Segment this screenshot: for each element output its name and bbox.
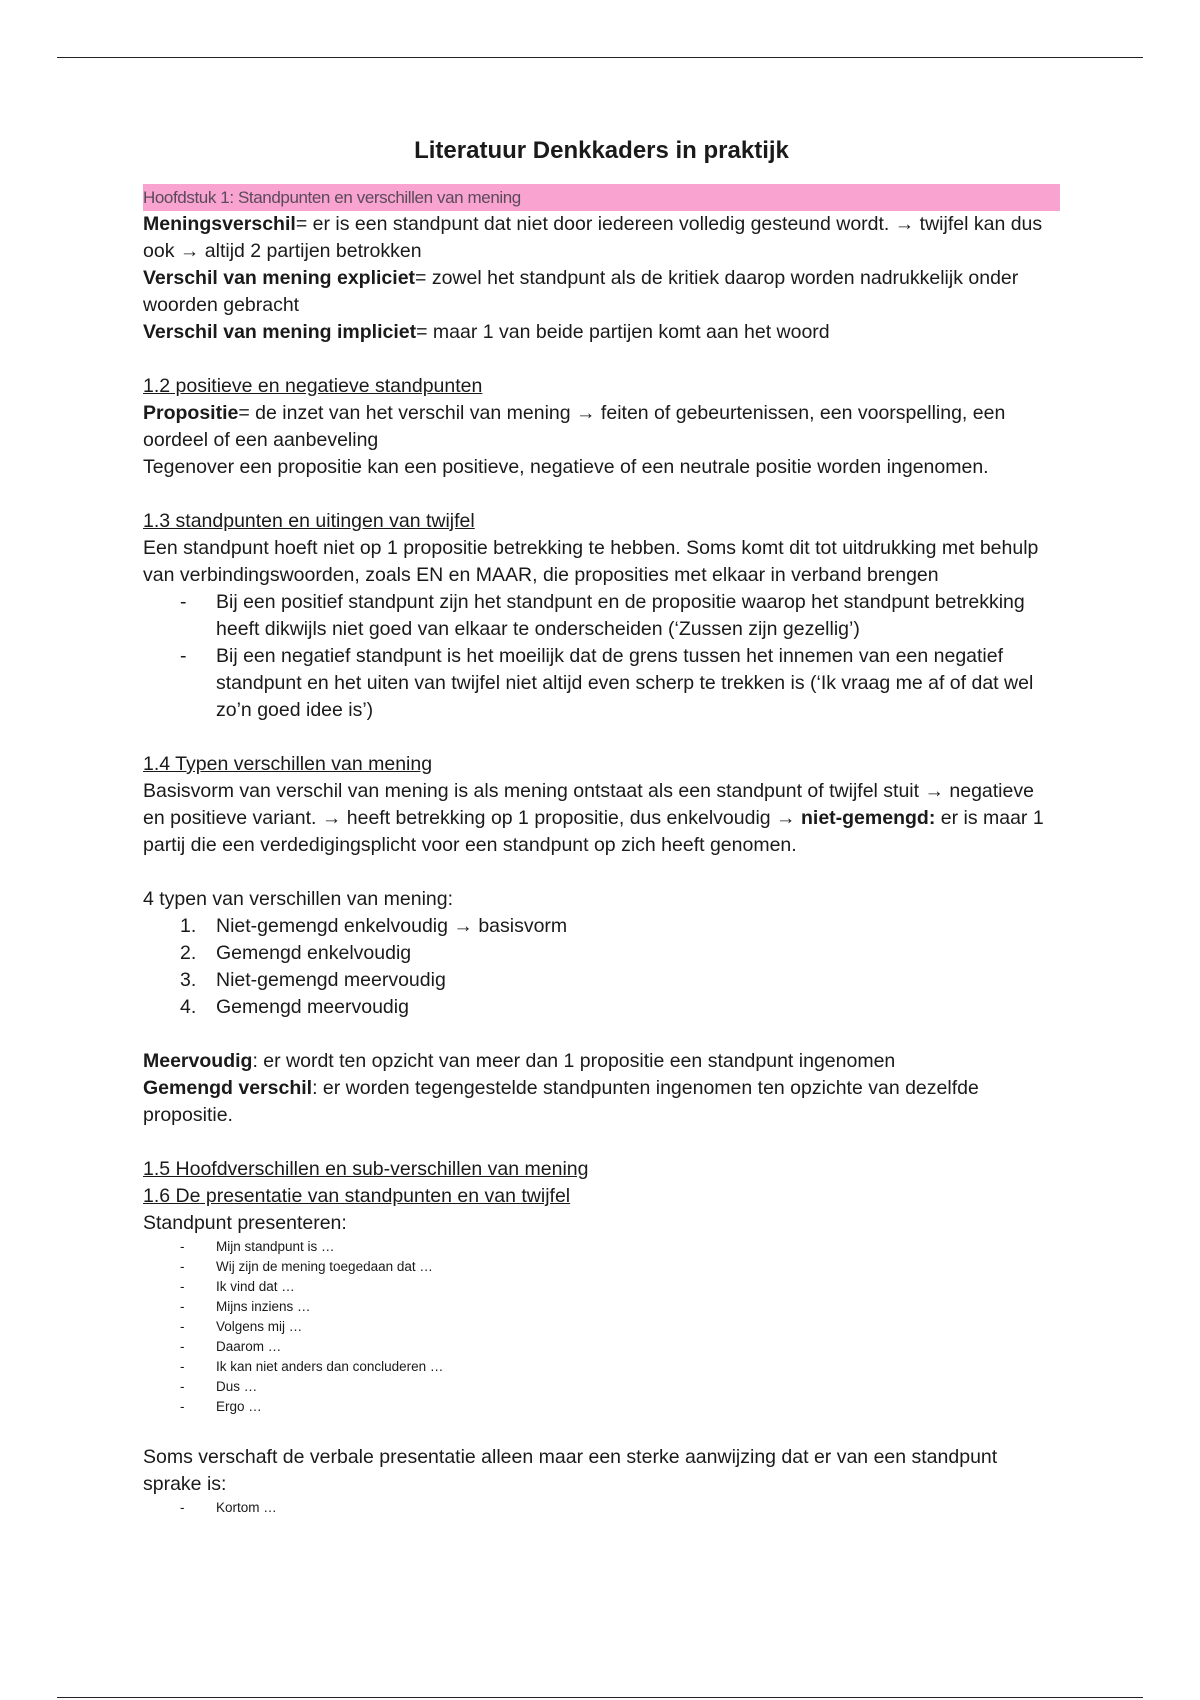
definition-meervoudig — [143, 1048, 1060, 1075]
phrase-list — [143, 1237, 1060, 1417]
list-item — [143, 1257, 1060, 1277]
term: Verschil van mening impliciet — [143, 321, 417, 343]
section-heading-1-5: 1.5 Hoofdverschillen en sub-verschillen van mening — [143, 1158, 589, 1180]
bold-run: niet-gemengd: — [800, 807, 936, 829]
list-item-text: Gemengd meervoudig — [216, 996, 409, 1018]
list-item — [143, 1297, 1060, 1317]
dash-bullet: - — [180, 1500, 185, 1515]
list-item-text: Ik kan niet anders dan concluderen … — [216, 1359, 444, 1374]
list-item — [143, 1357, 1060, 1377]
definition-text: = de inzet van het verschil van mening → feiten of gebeurtenissen, een voorspelling, een oordeel of een aanbeveling — [143, 402, 1006, 451]
list-item — [143, 994, 1060, 1021]
list-item — [143, 1337, 1060, 1357]
dash-bullet: - — [180, 1359, 185, 1374]
numbered-list — [143, 913, 1060, 1021]
list-item-text: Niet-gemengd meervoudig — [216, 969, 446, 991]
definition-gemengd — [143, 1075, 1060, 1129]
list-number: 4. — [180, 996, 197, 1018]
list-item-text: Volgens mij … — [216, 1319, 303, 1334]
chapter-heading-highlight: Hoofdstuk 1: Standpunten en verschillen van mening — [143, 184, 1060, 211]
section-heading-1-6: 1.6 De presentatie van standpunten en van twijfel — [143, 1185, 571, 1207]
dash-bullet: - — [180, 1399, 185, 1414]
dash-bullet: - — [180, 645, 187, 667]
term: Gemengd verschil — [143, 1077, 313, 1099]
definition-expliciet — [143, 265, 1060, 319]
list-item-text: Dus … — [216, 1379, 258, 1394]
document-page — [143, 135, 1060, 1518]
dash-bullet: - — [180, 591, 187, 613]
list-item — [143, 940, 1060, 967]
term: Meervoudig — [143, 1050, 253, 1072]
page-title: Literatuur Denkkaders in praktijk — [414, 137, 789, 164]
definition-impliciet — [143, 319, 1060, 346]
phrase-list-2 — [143, 1498, 1060, 1518]
list-item — [143, 589, 1060, 643]
text-run: er is maar 1 partij die een verdedigingsplicht voor een standpunt op zich heeft genomen. — [143, 807, 1044, 856]
list-item-text: Ergo … — [216, 1399, 262, 1414]
paragraph: Tegenover een propositie kan een positieve, negatieve of een neutrale positie worden ingenomen. — [143, 456, 989, 478]
list-item — [143, 967, 1060, 994]
term: Propositie — [143, 402, 239, 424]
list-item-text: Ik vind dat … — [216, 1279, 295, 1294]
section-heading-1-2: 1.2 positieve en negatieve standpunten — [143, 375, 483, 397]
definition-text: = maar 1 van beide partijen komt aan het woord — [416, 321, 830, 343]
list-item-text: Gemengd enkelvoudig — [216, 942, 412, 964]
list-item — [143, 1237, 1060, 1257]
list-number: 2. — [180, 942, 197, 964]
list-item-text: Kortom … — [216, 1500, 277, 1515]
list-item-text: Mijns inziens … — [216, 1299, 311, 1314]
definition-text: = er is een standpunt dat niet door iedereen volledig gesteund wordt. → twijfel kan dus ook → altijd 2 partijen betrokken — [143, 213, 1043, 262]
list-item — [143, 643, 1060, 724]
dash-bullet: - — [180, 1379, 185, 1394]
list-item — [143, 1277, 1060, 1297]
list-item-text: Wij zijn de mening toegedaan dat … — [216, 1259, 433, 1274]
section-heading-1-3: 1.3 standpunten en uitingen van twijfel — [143, 510, 475, 532]
list-item — [143, 1498, 1060, 1518]
list-item-text: Bij een positief standpunt zijn het standpunt en de propositie waarop het standpunt betrekking heeft dikwijls niet goed van elkaar te onderscheiden (‘Zussen zijn gezellig’) — [216, 591, 1025, 640]
list-number: 3. — [180, 969, 197, 991]
dash-bullet: - — [180, 1319, 185, 1334]
definition-text: = zowel het standpunt als de kritiek daarop worden nadrukkelijk onder woorden gebracht — [143, 267, 1019, 316]
footer-rule — [57, 1697, 1143, 1698]
list-number: 1. — [180, 915, 197, 937]
paragraph — [143, 778, 1060, 859]
header-rule — [57, 57, 1143, 58]
definition-text: : er wordt ten opzicht van meer dan 1 propositie een standpunt ingenomen — [252, 1050, 896, 1072]
term: Verschil van mening expliciet — [143, 267, 416, 289]
dash-bullet: - — [180, 1279, 185, 1294]
paragraph: Een standpunt hoeft niet op 1 propositie betrekking te hebben. Soms komt dit tot uitdrukking met behulp van verbindingswoorden, zoals EN en MAAR, die proposities met elkaar in verband brengen — [143, 537, 1039, 586]
list-item-text: Mijn standpunt is … — [216, 1239, 335, 1254]
dash-bullet: - — [180, 1339, 185, 1354]
list-item — [143, 913, 1060, 940]
term: Meningsverschil — [143, 213, 296, 235]
definition-text: : er worden tegengestelde standpunten ingenomen ten opzichte van dezelfde propositie. — [143, 1077, 979, 1126]
list-item — [143, 1377, 1060, 1397]
section-heading-1-4: 1.4 Typen verschillen van mening — [143, 753, 433, 775]
definition-propositie — [143, 400, 1060, 454]
list-item — [143, 1397, 1060, 1417]
text-run: Basisvorm van verschil van mening is als mening ontstaat als een standpunt of twijfel stuit → negatieve en positieve variant. → heeft betrekking op 1 propositie, dus enkelvoudig → — [143, 780, 1034, 829]
dash-bullet: - — [180, 1259, 185, 1274]
dash-bullet: - — [180, 1299, 185, 1314]
list-item — [143, 1317, 1060, 1337]
list-item-text: Bij een negatief standpunt is het moeilijk dat de grens tussen het innemen van een negatief standpunt en het uiten van twijfel niet altijd even scherp te trekken is (‘Ik vraag me af of dat wel zo’n goed idee is’) — [216, 645, 1034, 721]
list-item-text: Daarom … — [216, 1339, 282, 1354]
definition-meningsverschil — [143, 211, 1060, 265]
list-intro: Standpunt presenteren: — [143, 1212, 347, 1234]
list-item-text: Niet-gemengd enkelvoudig → basisvorm — [216, 915, 568, 937]
dash-bullet: - — [180, 1239, 185, 1254]
bullet-list — [143, 589, 1060, 724]
list-intro: 4 typen van verschillen van mening: — [143, 888, 454, 910]
paragraph: Soms verschaft de verbale presentatie alleen maar een sterke aanwijzing dat er van een standpunt sprake is: — [143, 1446, 998, 1495]
